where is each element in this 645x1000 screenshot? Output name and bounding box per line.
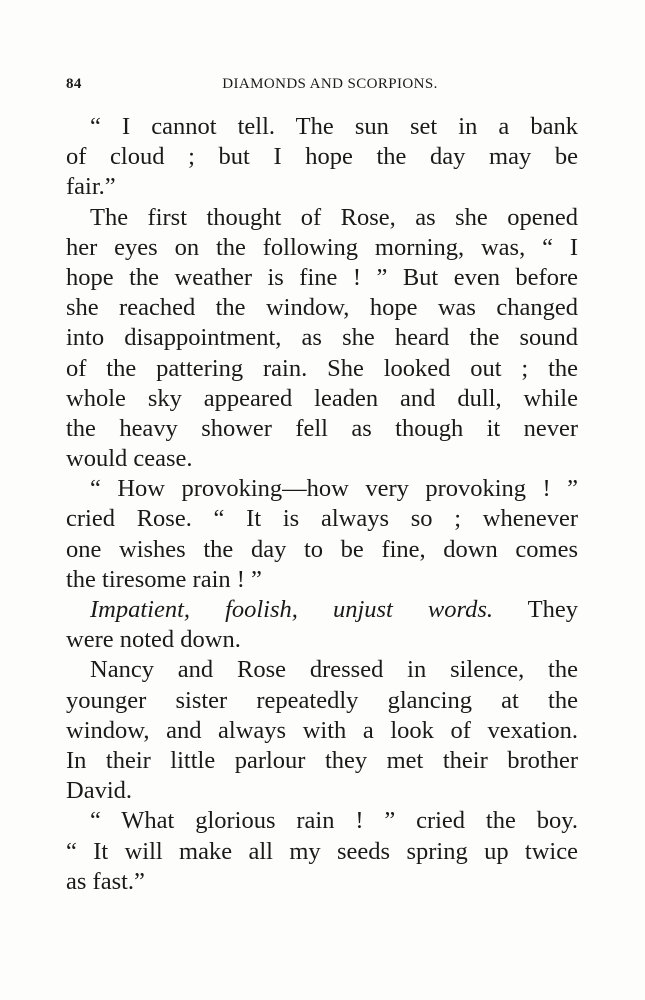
page-number: 84: [66, 76, 82, 92]
running-title: DIAMONDS AND SCORPIONS.: [222, 76, 438, 92]
text-line: one wishes the day to be fine, down comes: [66, 535, 578, 563]
text-line: The first thought of Rose, as she opened: [90, 203, 578, 231]
text-line: window, and always with a look of vexation.: [66, 716, 578, 744]
text-line: younger sister repeatedly glancing at the: [66, 686, 578, 714]
text-line: her eyes on the following morning, was, “ I: [66, 233, 578, 261]
text-line: “ It will make all my seeds spring up twice: [66, 837, 578, 865]
text-line: the heavy shower fell as though it never: [66, 414, 578, 442]
text-line: In their little parlour they met their brother: [66, 746, 578, 774]
text-line: hope the weather is fine ! ” But even before: [66, 263, 578, 291]
text-line: David.: [66, 777, 132, 805]
text-line: “ I cannot tell. The sun set in a bank: [90, 113, 578, 140]
italic-phrase: Impatient, foolish, unjust words.: [90, 596, 494, 623]
text-line: fair.”: [66, 173, 116, 201]
text-line: “ How provoking—how very provoking ! ”: [90, 475, 578, 503]
text-line-with-italic: [66, 595, 578, 625]
text-line: she reached the window, hope was changed: [66, 294, 578, 322]
text-line: of cloud ; but I hope the day may be: [66, 143, 578, 171]
text-line: would cease.: [66, 445, 193, 473]
text-line: were noted down.: [66, 626, 241, 654]
text-line: as fast.”: [66, 867, 145, 895]
text-line: the tiresome rain ! ”: [66, 565, 262, 593]
text-line: into disappointment, as she heard the sound: [66, 324, 578, 352]
running-head: [66, 76, 578, 98]
text-line: cried Rose. “ It is always so ; whenever: [66, 505, 578, 533]
text-line: whole sky appeared leaden and dull, while: [66, 384, 578, 412]
text-line: of the pattering rain. She looked out ; the: [66, 354, 578, 382]
text-fragment: They: [527, 596, 578, 623]
text-line: Nancy and Rose dressed in silence, the: [90, 656, 578, 684]
text-line: “ What glorious rain ! ” cried the boy.: [90, 807, 578, 835]
body-text: [66, 112, 578, 897]
